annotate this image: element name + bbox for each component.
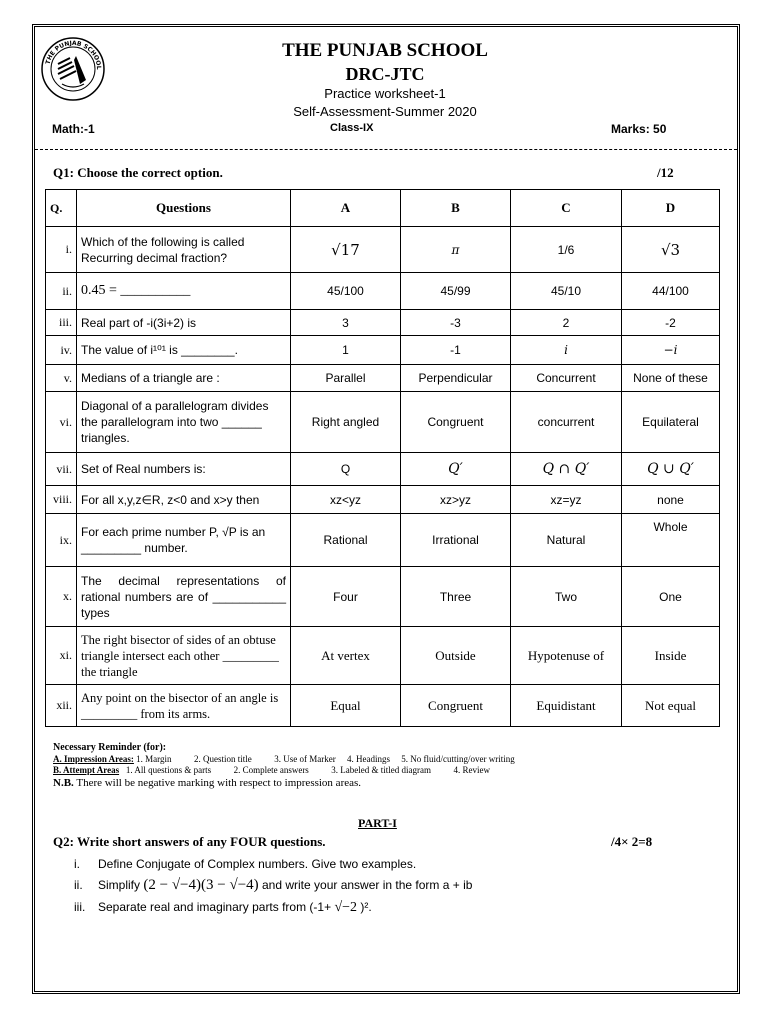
campus-name: DRC-JTC (345, 64, 425, 84)
subject-label: Math:-1 (52, 122, 95, 136)
item-post: )². (360, 900, 372, 914)
question-text: Diagonal of a parallelogram divides the parallelogram into two ______ triangles. (77, 392, 291, 453)
row-number: x. (46, 567, 77, 627)
attempt-label: B. Attempt Areas (53, 765, 120, 775)
option-d: Whole (622, 514, 720, 567)
table-row (46, 365, 720, 392)
option-a: Rational (291, 514, 401, 567)
question-text: Which of the following is called Recurring decimal fraction? (77, 227, 291, 273)
item-number: i. (74, 857, 80, 871)
header-option-a: A (291, 190, 401, 227)
option-d: One (622, 567, 720, 627)
option-d: 44/100 (622, 273, 720, 310)
item-pre: Simplify (98, 878, 141, 892)
class-label: Class-IX (330, 122, 374, 134)
option-a: At vertex (291, 627, 401, 685)
option-b: xz>yz (401, 486, 511, 514)
nb-text: There will be negative marking with respect to impression areas. (76, 777, 362, 789)
table-row (46, 310, 720, 336)
item-expression: √−2 (334, 900, 358, 915)
option-c: xz=yz (511, 486, 622, 514)
option-a: Four (291, 567, 401, 627)
row-number: viii. (46, 486, 77, 514)
header-divider (35, 149, 737, 150)
part-heading: PART-I (358, 816, 397, 830)
option-a: Parallel (291, 365, 401, 392)
reminder-impression (53, 754, 515, 764)
row-number: xi. (46, 627, 77, 685)
question-text: Set of Real numbers is: (77, 453, 291, 486)
option-c: Two (511, 567, 622, 627)
table-row (46, 486, 720, 514)
option-b: Q′ (401, 453, 511, 486)
question-text: Real part of -i(3i+2) is (77, 310, 291, 336)
option-c: Natural (511, 514, 622, 567)
reminder-nb (53, 777, 361, 789)
row-number: vi. (46, 392, 77, 453)
option-a: √17 (291, 227, 401, 273)
option-b: Congruent (401, 392, 511, 453)
option-a: xz<yz (291, 486, 401, 514)
header-option-d: D (622, 190, 720, 227)
item-number: ii. (74, 878, 83, 892)
option-c: Q ∩ Q′ (511, 453, 622, 486)
mcq-table (45, 189, 720, 727)
table-row (46, 685, 720, 727)
question-text: Medians of a triangle are : (77, 365, 291, 392)
option-d: √3 (622, 227, 720, 273)
q2-item-3 (74, 900, 372, 916)
option-d: None of these (622, 365, 720, 392)
reminder-attempt (53, 765, 490, 775)
question-text: Any point on the bisector of an angle is _________ from its arms. (77, 685, 291, 727)
q2-item-1 (74, 857, 416, 871)
table-header-row (46, 190, 720, 227)
option-b: 45/99 (401, 273, 511, 310)
row-number: ix. (46, 514, 77, 567)
school-name: THE PUNJAB SCHOOL (282, 40, 488, 61)
question-text: 0.45 = __________ (77, 273, 291, 310)
option-a: Equal (291, 685, 401, 727)
option-b: Three (401, 567, 511, 627)
impression-label: A. Impression Areas: (53, 754, 134, 764)
option-c: Hypotenuse of (511, 627, 622, 685)
item-post: and write your answer in the form a + ib (262, 878, 473, 892)
marks-label: Marks: 50 (611, 122, 667, 136)
item-text: Define Conjugate of Complex numbers. Give two examples. (98, 857, 417, 871)
header-questions: Questions (77, 190, 291, 227)
option-c: Equidistant (511, 685, 622, 727)
option-b: Irrational (401, 514, 511, 567)
option-b: -1 (401, 336, 511, 365)
option-c: 45/10 (511, 273, 622, 310)
option-a: Right angled (291, 392, 401, 453)
option-c: Concurrent (511, 365, 622, 392)
assessment-title: Self-Assessment-Summer 2020 (293, 104, 477, 119)
option-b: π (401, 227, 511, 273)
table-row (46, 627, 720, 685)
item-pre: Separate real and imaginary parts from (-1+ (98, 900, 332, 914)
header-q-no: Q. (46, 190, 77, 227)
option-d: -2 (622, 310, 720, 336)
reminder-title: Necessary Reminder (for): (53, 742, 167, 753)
question-text: The decimal representations of rational numbers are of ___________ types (77, 567, 291, 627)
row-number: v. (46, 365, 77, 392)
question-text: The right bisector of sides of an obtuse triangle intersect each other _________ the triangle (77, 627, 291, 685)
table-row (46, 273, 720, 310)
table-row (46, 567, 720, 627)
q2-title: Q2: Write short answers of any FOUR questions. (53, 834, 326, 849)
option-a: 45/100 (291, 273, 401, 310)
table-row (46, 392, 720, 453)
option-b: -3 (401, 310, 511, 336)
impression-items: 1. Margin 2. Question title 3. Use of Marker 4. Headings 5. No fluid/cutting/over writing (136, 754, 515, 764)
nb-label: N.B. (53, 777, 74, 789)
option-d: Inside (622, 627, 720, 685)
row-number: xii. (46, 685, 77, 727)
row-number: iii. (46, 310, 77, 336)
row-number: ii. (46, 273, 77, 310)
option-c: concurrent (511, 392, 622, 453)
option-a: Q (291, 453, 401, 486)
item-number: iii. (74, 900, 86, 914)
q1-marks: /12 (657, 165, 674, 180)
option-d: Not equal (622, 685, 720, 727)
question-text: For all x,y,z∈R, z<0 and x>y then (77, 486, 291, 514)
question-text: For each prime number P, √P is an _________ number. (77, 514, 291, 567)
option-d: Equilateral (622, 392, 720, 453)
option-c: 1/6 (511, 227, 622, 273)
worksheet-title: Practice worksheet-1 (324, 86, 446, 101)
row-number: iv. (46, 336, 77, 365)
header-option-c: C (511, 190, 622, 227)
option-c: i (511, 336, 622, 365)
option-d: −i (622, 336, 720, 365)
q2-item-2 (74, 877, 472, 894)
option-d: none (622, 486, 720, 514)
table-row (46, 514, 720, 567)
attempt-items: 1. All questions & parts 2. Complete answers 3. Labeled & titled diagram 4. Review (125, 765, 491, 775)
header-option-b: B (401, 190, 511, 227)
q1-title: Q1: Choose the correct option. (53, 165, 223, 180)
row-number: i. (46, 227, 77, 273)
option-b: Outside (401, 627, 511, 685)
option-b: Perpendicular (401, 365, 511, 392)
row-number: vii. (46, 453, 77, 486)
option-a: 1 (291, 336, 401, 365)
table-row (46, 453, 720, 486)
logo-text: THE PUNJAB SCHOOL (44, 39, 103, 70)
option-b: Congruent (401, 685, 511, 727)
item-expression: (2 − √−4)(3 − √−4) (143, 877, 259, 893)
q2-marks: /4× 2=8 (611, 834, 653, 849)
option-c: 2 (511, 310, 622, 336)
table-row (46, 336, 720, 365)
table-row (46, 227, 720, 273)
question-text: The value of i¹⁰¹ is ________. (77, 336, 291, 365)
option-a: 3 (291, 310, 401, 336)
option-d: Q ∪ Q′ (622, 453, 720, 486)
